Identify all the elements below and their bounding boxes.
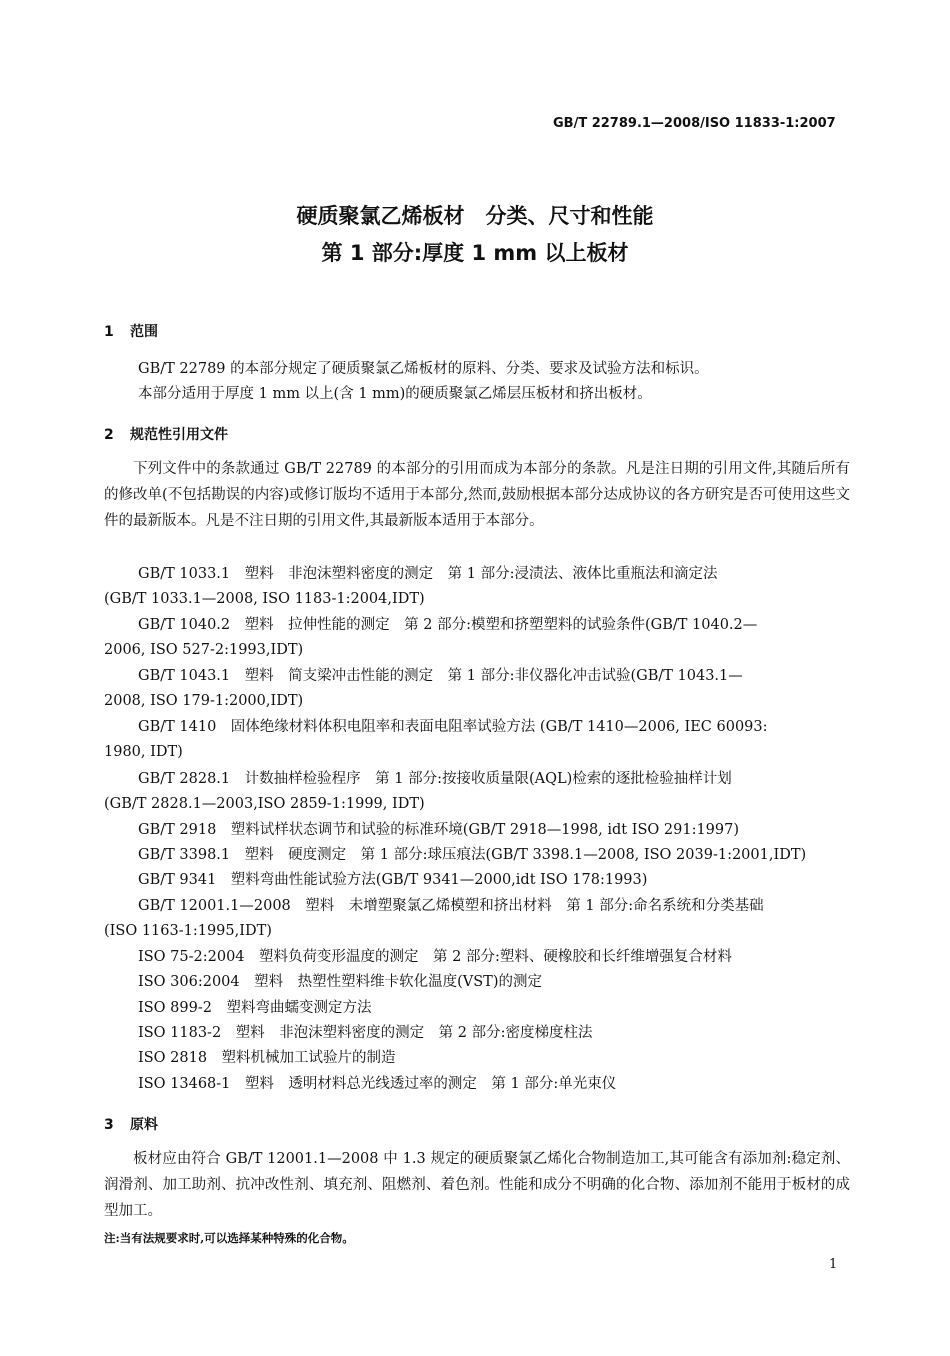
reference-item-continuation: (GB/T 1033.1—2008, ISO 1183-1:2004,IDT) xyxy=(104,591,425,607)
page-number: 1 xyxy=(829,1257,838,1272)
reference-item: GB/T 1040.2 塑料 拉伸性能的测定 第 2 部分:模塑和挤塑塑料的试验条件(GB/T 1040.2— xyxy=(138,617,758,633)
section-title: 原料 xyxy=(130,1117,158,1133)
section-3-paragraph: 板材应由符合 GB/T 12001.1—2008 中 1.3 规定的硬质聚氯乙烯化合物制造加工,其可能含有添加剂:稳定剂、润滑剂、加工助剂、抗冲改性剂、填充剂、阻燃剂、着色剂。性能和成分不明确的化合物、添加剂不能用于板材的成型加工。 xyxy=(104,1151,850,1219)
reference-item-continuation: 2006, ISO 527-2:1993,IDT) xyxy=(104,642,304,658)
reference-item-continuation: 1980, IDT) xyxy=(104,744,183,760)
reference-item: ISO 1183-2 塑料 非泡沫塑料密度的测定 第 2 部分:密度梯度柱法 xyxy=(138,1025,593,1041)
reference-item: GB/T 1043.1 塑料 简支梁冲击性能的测定 第 1 部分:非仪器化冲击试验(GB/T 1043.1— xyxy=(138,668,743,684)
reference-item-continuation: 2008, ISO 179-1:2000,IDT) xyxy=(104,693,304,709)
reference-item: GB/T 2828.1 计数抽样检验程序 第 1 部分:按接收质量限(AQL)检索的逐批检验抽样计划 xyxy=(138,771,732,787)
section-number: 3 xyxy=(104,1117,114,1133)
reference-item: GB/T 3398.1 塑料 硬度测定 第 1 部分:球压痕法(GB/T 3398.1—2008, ISO 2039-1:2001,IDT) xyxy=(138,847,807,863)
reference-item: ISO 899-2 塑料弯曲蠕变测定方法 xyxy=(138,1000,372,1016)
section-1-heading xyxy=(104,321,158,341)
section-title: 规范性引用文件 xyxy=(130,427,228,443)
reference-item: GB/T 1410 固体绝缘材料体积电阻率和表面电阻率试验方法 (GB/T 1410—2006, IEC 60093: xyxy=(138,719,768,735)
reference-item: ISO 75-2:2004 塑料负荷变形温度的测定 第 2 部分:塑料、硬橡胶和长纤维增强复合材料 xyxy=(138,949,732,965)
document-title-line1: 硬质聚氯乙烯板材 分类、尺寸和性能 xyxy=(296,204,654,228)
section-number: 2 xyxy=(104,427,114,443)
section-2-intro: 下列文件中的条款通过 GB/T 22789 的本部分的引用而成为本部分的条款。凡是注日期的引用文件,其随后所有的修改单(不包括勘误的内容)或修订版均不适用于本部分,然而,鼓励根据本部分达成协议的各方研究是否可使用这些文件的最新版本。凡是不注日期的引用文件,其最新版本适用于本部分。 xyxy=(104,461,850,529)
note: 注:当有法规要求时,可以选择某种特殊的化合物。 xyxy=(104,1231,354,1245)
reference-item: ISO 306:2004 塑料 热塑性塑料维卡软化温度(VST)的测定 xyxy=(138,974,543,990)
reference-item: GB/T 1033.1 塑料 非泡沫塑料密度的测定 第 1 部分:浸渍法、液体比重瓶法和滴定法 xyxy=(138,566,718,582)
reference-item: GB/T 12001.1—2008 塑料 未增塑聚氯乙烯模塑和挤出材料 第 1 部分:命名系统和分类基础 xyxy=(138,898,764,914)
section-number: 1 xyxy=(104,324,114,340)
reference-item-continuation: (ISO 1163-1:1995,IDT) xyxy=(104,923,272,939)
standard-code: GB/T 22789.1—2008/ISO 11833-1:2007 xyxy=(553,116,836,131)
section-title: 范围 xyxy=(130,324,158,340)
reference-item: GB/T 9341 塑料弯曲性能试验方法(GB/T 9341—2000,idt ISO 178:1993) xyxy=(138,872,648,888)
section-3-heading xyxy=(104,1114,158,1134)
document-title-line2: 第 1 部分:厚度 1 mm 以上板材 xyxy=(321,241,629,265)
reference-item: ISO 2818 塑料机械加工试验片的制造 xyxy=(138,1050,396,1066)
reference-item-continuation: (GB/T 2828.1—2003,ISO 2859-1:1999, IDT) xyxy=(104,796,425,812)
section-2-heading xyxy=(104,424,228,444)
reference-item: GB/T 2918 塑料试样状态调节和试验的标准环境(GB/T 2918—1998, idt ISO 291:1997) xyxy=(138,822,740,838)
paragraph: 本部分适用于厚度 1 mm 以上(含 1 mm)的硬质聚氯乙烯层压板材和挤出板材。 xyxy=(138,386,652,402)
paragraph: GB/T 22789 的本部分规定了硬质聚氯乙烯板材的原料、分类、要求及试验方法和标识。 xyxy=(138,361,709,377)
reference-item: ISO 13468-1 塑料 透明材料总光线透过率的测定 第 1 部分:单光束仪 xyxy=(138,1076,617,1092)
